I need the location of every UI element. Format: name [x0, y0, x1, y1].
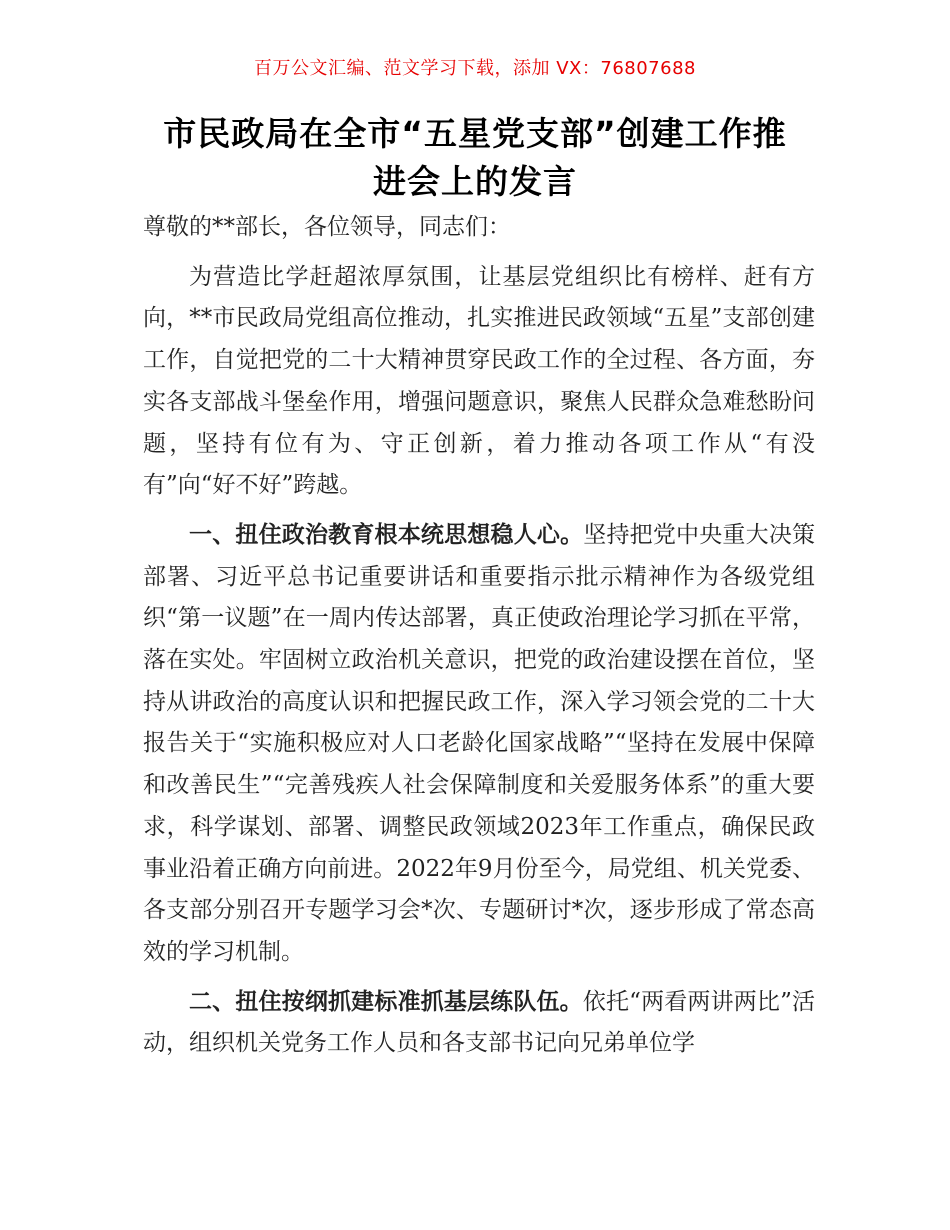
- title-line-1: 市民政局在全市“五星党支部”创建工作推: [163, 114, 787, 153]
- section-2-body: 依托“两看两讲两比”活动，组织机关党务工作人员和各支部书记向兄弟单位学: [143, 988, 816, 1057]
- section-1-paragraph: [143, 515, 815, 974]
- section-1-heading: 一、扭住政治教育根本统思想稳人心。: [189, 521, 584, 548]
- salutation: 尊敬的**部长，各位领导，同志们：: [143, 214, 511, 240]
- title-line-2: 进会上的发言: [373, 162, 577, 201]
- section-1-body: 坚持把党中央重大决策部署、习近平总书记重要讲话和重要指示批示精神作为各级党组织“第一议题”在一周内传达部署，真正使政治理论学习抓在平常，落在实处。牢固树立政治机关意识，把党的政治建设摆在首位，坚持从讲政治的高度认识和把握民政工作，深入学习领会党的二十大报告关于“实施积极应对人口老龄化国家战略”“坚持在发展中保障和改善民生”“完善残疾人社会保障制度和关爱服务体系”的重大要求，科学谋划、部署、调整民政领域2023年工作重点，确保民政事业沿着正确方向前进。2022年9月份至今，局党组、机关党委、各支部分别召开专题学习会*次、专题研讨*次，逐步形成了常态高效的学习机制。: [143, 521, 816, 965]
- intro-paragraph: 为营造比学赶超浓厚氛围，让基层党组织比有榜样、赶有方向，**市民政局党组高位推动，扎实推进民政领域“五星”支部创建工作，自觉把党的二十大精神贯穿民政工作的全过程、各方面，夯实各支部战斗堡垒作用，增强问题意识，聚焦人民群众急难愁盼问题，坚持有位有为、守正创新，着力推动各项工作从“有没有”向“好不好”跨越。: [143, 263, 815, 499]
- document-title: [120, 110, 830, 206]
- document-body: [143, 207, 815, 1065]
- promo-banner: 百万公文汇编、范文学习下载，添加 VX：76807688: [254, 58, 696, 79]
- section-2-heading: 二、扭住按纲抓建标准抓基层练队伍。: [189, 988, 583, 1015]
- section-2-paragraph: [143, 982, 815, 1065]
